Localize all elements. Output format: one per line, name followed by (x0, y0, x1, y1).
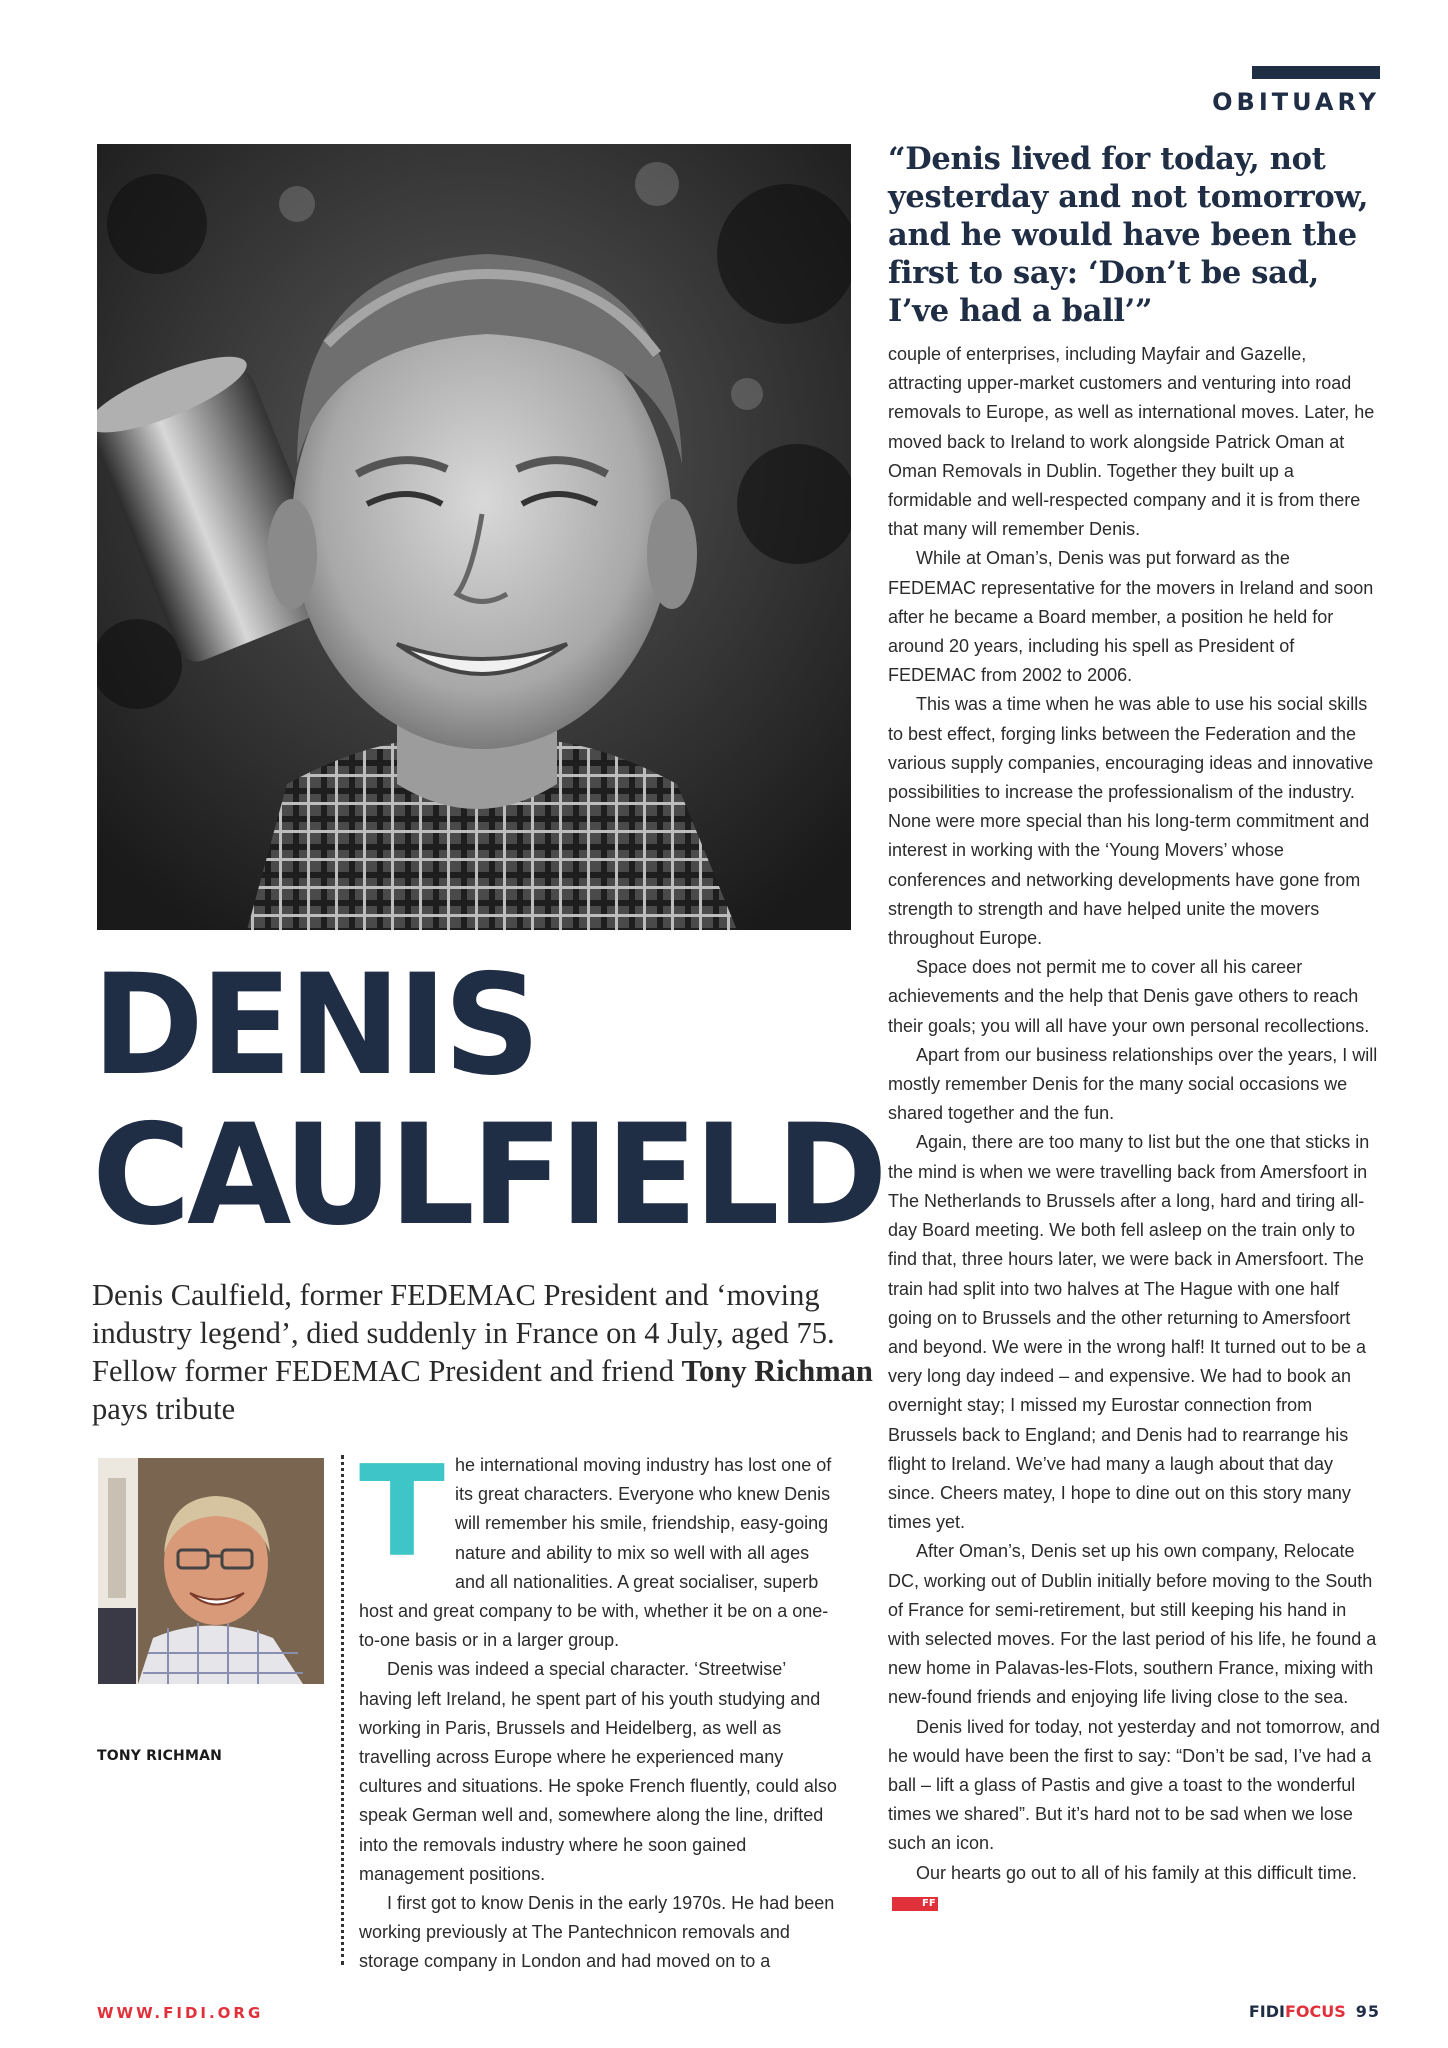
body-column-1 (359, 1438, 842, 1977)
section-bar (1252, 66, 1380, 79)
body-paragraph: Again, there are too many to list but the one that sticks in the mind is when we were travelling back from Amersfoort in The Netherlands to Brussels after a long, hard and tiring all-day Board meeting. We both fell asleep on the train only to find that, three hours later, we were back in Amersfoort. The train had split into two halves at The Hague with one half going on to Brussels and the other returning to Amersfoort and beyond. We were in the wrong half! It turned out to be a very long day indeed – and expensive. We had to book an overnight stay; I missed my Eurostar connection from Brussels back to England; and Denis had to rearrange his flight to Ireland. We’ve had many a laugh about that day since. Cheers matey, I hope to dine out on this story many times yet. (888, 1132, 1370, 1533)
body-paragraph-final (888, 1859, 1382, 1917)
standfirst-text: Denis Caulfield, former FEDEMAC President and ‘moving industry legend’, died suddenly in France on 4 July, aged 75. Fellow former FEDEMAC President and friend (92, 1278, 835, 1388)
footer-url[interactable]: WWW.FIDI.ORG (97, 2004, 264, 2022)
body-paragraph: I first got to know Denis in the early 1970s. He had been working previously at The Pantechnicon removals and storage company in London and had moved on to a (359, 1893, 835, 1972)
page-number: 95 (1355, 2002, 1380, 2021)
drop-cap: T (359, 1438, 445, 1585)
footer-brand (1249, 2002, 1380, 2021)
body-paragraph: Denis was indeed a special character. ‘Streetwise’ having left Ireland, he spent part of his youth studying and working in Paris, Brussels and Heidelberg, as well as travelling across Europe where he experienced many cultures and situations. He spoke French fluently, could also speak German well and, somewhere along the line, drifted into the removals industry where he soon gained management positions. (359, 1659, 837, 1884)
body-paragraph: he international moving industry has lost one of its great characters. Everyone who knew Denis will remember his smile, friendship, easy-going nature and ability to mix so well with all ages and all nationalities. A great socialiser, superb host and great company to be with, whether it be on a one-to-one basis or in a larger group. (359, 1455, 832, 1651)
footer-brand-focus: FOCUS (1284, 2002, 1346, 2021)
standfirst-author: Tony Richman (681, 1354, 873, 1388)
section-label: OBITUARY (1212, 88, 1380, 116)
author-portrait (98, 1458, 324, 1684)
body-paragraph: Denis lived for today, not yesterday and not tomorrow, and he would have been the first to say: “Don’t be sad, I’ve had a ball – lift a glass of Pastis and give a toast to the wonderful times we shared”. But it’s hard not to be sad when we lose such an icon. (888, 1716, 1380, 1854)
standfirst (92, 1276, 882, 1428)
headline-line-2: CAULFIELD (92, 1094, 884, 1256)
footer-brand-fidi: FIDI (1248, 2002, 1285, 2021)
headline (92, 944, 884, 1256)
body-column-2 (888, 340, 1382, 1917)
pull-quote: “Denis lived for today, not yesterday and not tomorrow, and he would have been the first to say: ‘Don’t be sad, I’ve had a ball’” (888, 141, 1369, 329)
body-paragraph: After Oman’s, Denis set up his own company, Relocate DC, working out of Dublin initially before moving to the South of France for semi-retirement, but still keeping his hand in with selected moves. For the last period of his life, he found a new home in Palavas-les-Flots, southern France, mixing with new-found friends and enjoying life living close to the sea. (888, 1541, 1377, 1708)
standfirst-tail: pays tribute (92, 1392, 236, 1426)
main-photo-illustration (97, 144, 851, 930)
body-paragraph: couple of enterprises, including Mayfair and Gazelle, attracting upper-market customers and venturing into road removals to Europe, as well as international moves. Later, he moved back to Ireland to work alongside Patrick Oman at Oman Removals in Dublin. Together they built up a formidable and well-respected company and it is from there that many will remember Denis. (888, 344, 1375, 540)
body-paragraph: Space does not permit me to cover all his career achievements and the help that Denis gave others to reach their goals; you will all have your own personal recollections. (888, 957, 1370, 1036)
portrait-illustration (98, 1458, 324, 1684)
final-text: Our hearts go out to all of his family at this difficult time. (916, 1862, 1357, 1883)
body-paragraph: While at Oman’s, Denis was put forward as the FEDEMAC representative for the movers in Ireland and soon after he became a Board member, a position he held for around 20 years, including his spell as President of FEDEMAC from 2002 to 2006. (888, 548, 1374, 686)
column-divider (341, 1455, 344, 1965)
body-paragraph: This was a time when he was able to use his social skills to best effect, forging links between the Federation and the various supply companies, encouraging ideas and innovative possibilities to increase the professionalism of the industry. None were more special than his long-term commitment and interest in working with the ‘Young Movers’ whose conferences and networking developments have gone from strength to strength and have helped unite the movers throughout Europe. (888, 694, 1374, 949)
portrait-caption: TONY RICHMAN (97, 1748, 223, 1764)
headline-line-1: DENIS (92, 944, 537, 1106)
end-mark-icon: FF (892, 1897, 938, 1911)
main-photo (97, 144, 851, 930)
body-paragraph: Apart from our business relationships over the years, I will mostly remember Denis for the many social occasions we shared together and the fun. (888, 1044, 1378, 1124)
